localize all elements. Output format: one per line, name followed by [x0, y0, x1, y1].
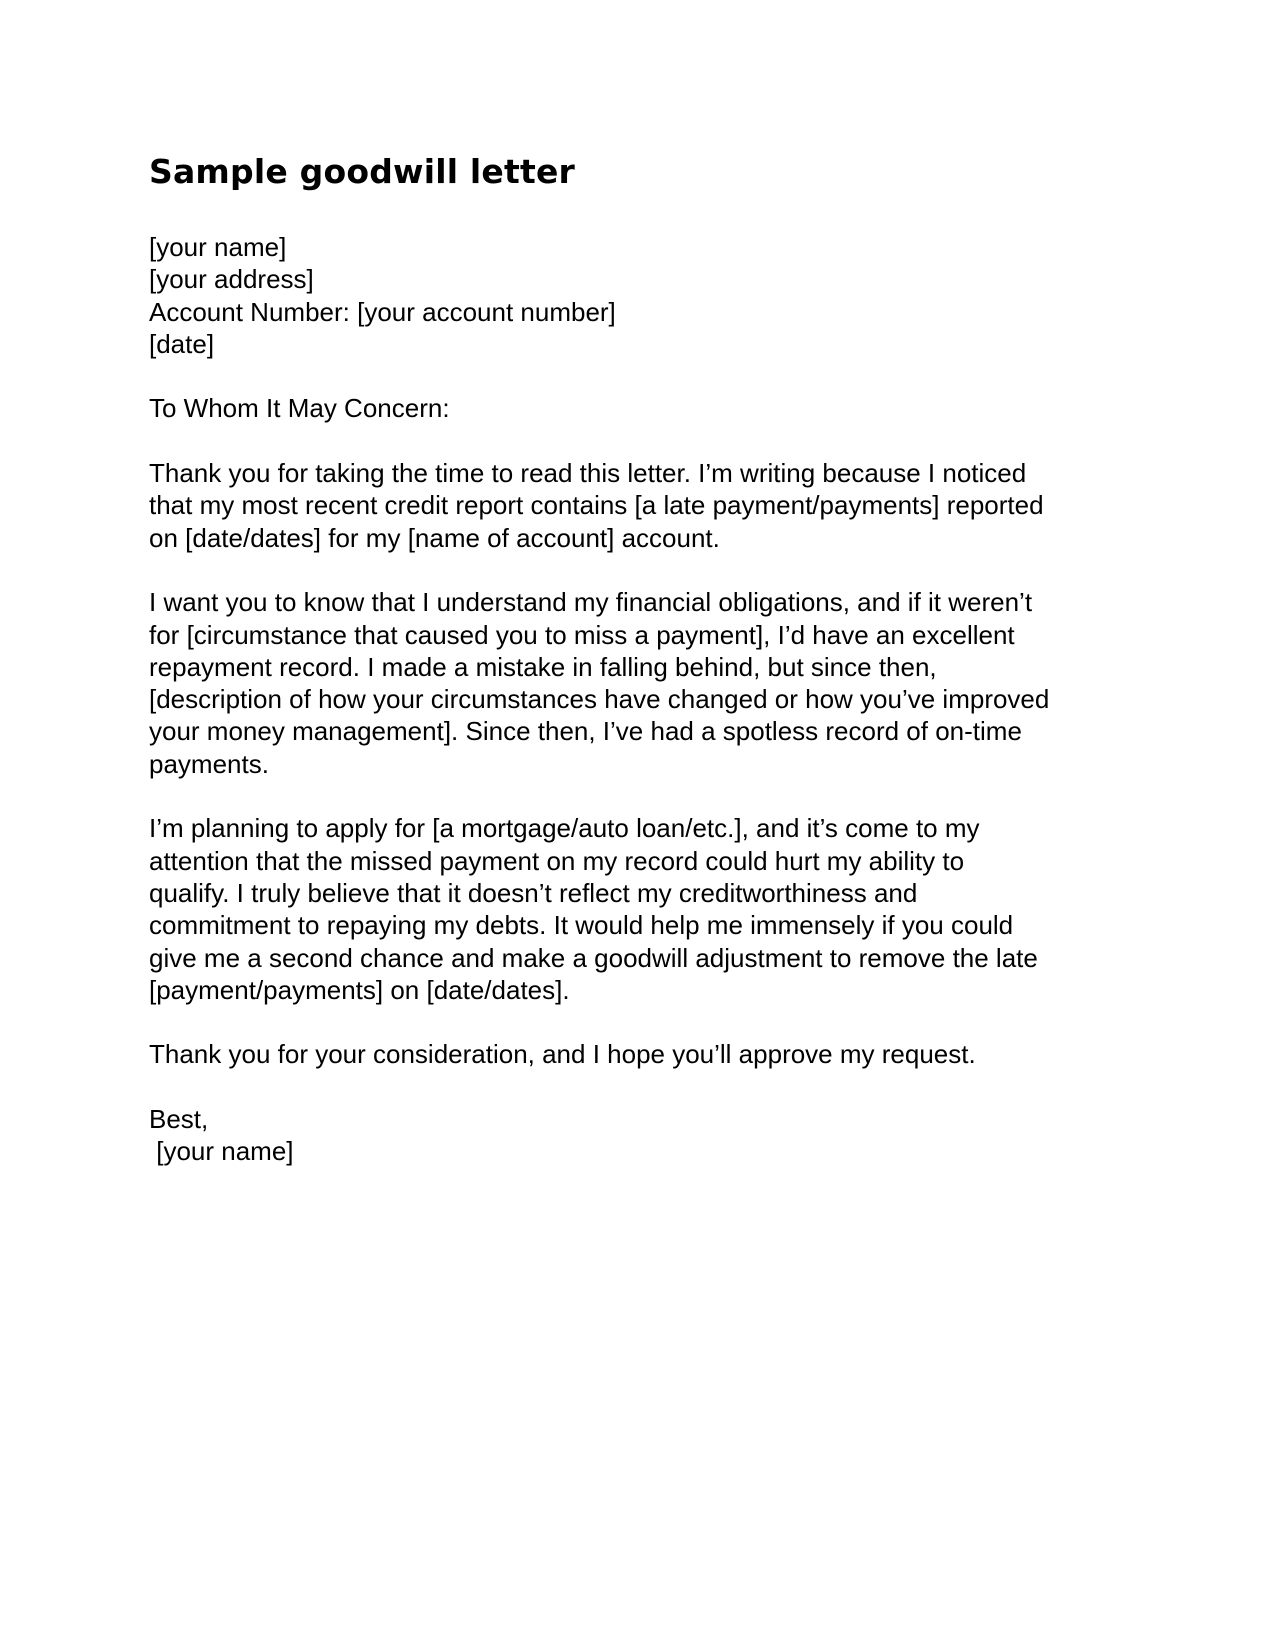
- paragraph-line: Thank you for taking the time to read this letter. I’m writing because I noticed: [149, 458, 1027, 489]
- sender-name: [your name]: [149, 232, 287, 262]
- sender-info-block: [149, 231, 1149, 360]
- paragraph-explanation: [149, 586, 1149, 780]
- paragraph-intro: [149, 457, 1149, 554]
- paragraph-line: payments.: [149, 748, 269, 779]
- paragraph-line: attention that the missed payment on my record could hurt my ability to: [149, 845, 965, 876]
- paragraph-line: on [date/dates] for my [name of account] account.: [149, 522, 720, 553]
- letter-body: [149, 231, 1149, 1168]
- paragraph-thanks: [149, 1038, 1149, 1070]
- paragraph-line: [payment/payments] on [date/dates].: [149, 974, 570, 1005]
- letter-date: [date]: [149, 328, 215, 359]
- paragraph-request: [149, 812, 1149, 1006]
- paragraph-line: Thank you for your consideration, and I hope you’ll approve my request.: [149, 1039, 976, 1070]
- paragraph-line: give me a second chance and make a goodwill adjustment to remove the late: [149, 942, 1038, 973]
- closing-block: [149, 1103, 1149, 1168]
- closing: Best,: [149, 1104, 209, 1135]
- paragraph-line: for [circumstance that caused you to miss a payment], I’d have an excellent: [149, 619, 1015, 650]
- paragraph-line: qualify. I truly believe that it doesn’t reflect my creditworthiness and: [149, 877, 918, 908]
- account-number: Account Number: [your account number]: [149, 296, 616, 327]
- paragraph-line: that my most recent credit report contains [a late payment/payments] reported: [149, 490, 1044, 521]
- paragraph-line: repayment record. I made a mistake in falling behind, but since then,: [149, 651, 937, 682]
- salutation: To Whom It May Concern:: [149, 393, 450, 424]
- paragraph-line: I want you to know that I understand my financial obligations, and if it weren’t: [149, 587, 1033, 618]
- signature-name: [your name]: [149, 1136, 294, 1167]
- letter-title: Sample goodwill letter: [149, 152, 576, 191]
- paragraph-line: [description of how your circumstances have changed or how you’ve improved: [149, 684, 1050, 715]
- paragraph-line: your money management]. Since then, I’ve had a spotless record of on-time: [149, 716, 1022, 747]
- sender-address: [your address]: [149, 264, 314, 295]
- paragraph-line: commitment to repaying my debts. It would help me immensely if you could: [149, 910, 1014, 941]
- salutation-block: [149, 392, 1149, 424]
- paragraph-line: I’m planning to apply for [a mortgage/auto loan/etc.], and it’s come to my: [149, 813, 980, 844]
